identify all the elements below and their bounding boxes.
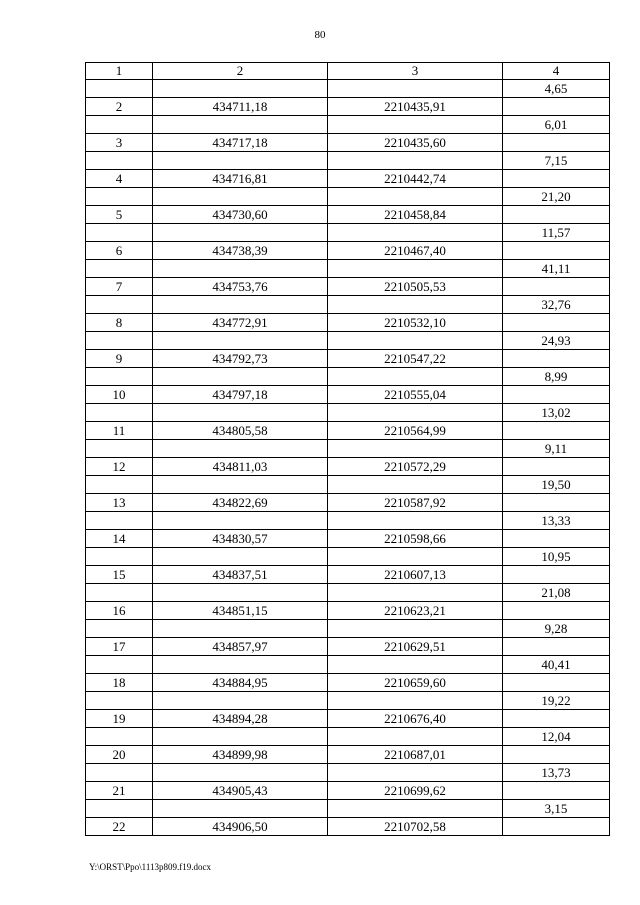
y-coordinate-cell: 2210435,60 — [328, 134, 503, 152]
point-number-cell: 14 — [86, 530, 153, 548]
empty-cell — [328, 332, 503, 350]
empty-cell — [328, 512, 503, 530]
point-number-cell: 15 — [86, 566, 153, 584]
x-coordinate-cell: 434894,28 — [153, 710, 328, 728]
table-row — [86, 710, 610, 728]
point-number-cell: 13 — [86, 494, 153, 512]
empty-cell — [153, 296, 328, 314]
header-col-1: 1 — [86, 63, 153, 80]
empty-cell — [86, 152, 153, 170]
coordinates-table — [85, 62, 610, 836]
x-coordinate-cell: 434717,18 — [153, 134, 328, 152]
point-number-cell: 10 — [86, 386, 153, 404]
empty-cell — [86, 188, 153, 206]
empty-cell — [503, 98, 610, 116]
empty-cell — [503, 494, 610, 512]
point-number-cell: 18 — [86, 674, 153, 692]
empty-cell — [328, 296, 503, 314]
table-row — [86, 206, 610, 224]
empty-cell — [86, 512, 153, 530]
table-row — [86, 386, 610, 404]
table-distance-row — [86, 260, 610, 278]
table-distance-row — [86, 332, 610, 350]
empty-cell — [503, 818, 610, 836]
point-number-cell: 9 — [86, 350, 153, 368]
point-number-cell: 3 — [86, 134, 153, 152]
empty-cell — [328, 548, 503, 566]
point-number-cell: 20 — [86, 746, 153, 764]
empty-cell — [503, 242, 610, 260]
empty-cell — [328, 116, 503, 134]
empty-cell — [153, 584, 328, 602]
y-coordinate-cell: 2210555,04 — [328, 386, 503, 404]
table-distance-row — [86, 476, 610, 494]
y-coordinate-cell: 2210505,53 — [328, 278, 503, 296]
table-distance-row — [86, 512, 610, 530]
point-number-cell: 4 — [86, 170, 153, 188]
table-distance-row — [86, 440, 610, 458]
empty-cell — [503, 602, 610, 620]
empty-cell — [503, 710, 610, 728]
distance-cell: 40,41 — [503, 656, 610, 674]
empty-cell — [153, 260, 328, 278]
x-coordinate-cell: 434730,60 — [153, 206, 328, 224]
empty-cell — [86, 764, 153, 782]
table-distance-row — [86, 620, 610, 638]
empty-cell — [328, 584, 503, 602]
table-row — [86, 314, 610, 332]
table-row — [86, 530, 610, 548]
page-number: 80 — [314, 29, 326, 41]
distance-cell: 32,76 — [503, 296, 610, 314]
empty-cell — [86, 224, 153, 242]
empty-cell — [86, 440, 153, 458]
file-path-footer: Y:\ORST\Ppo\1113p809.f19.docx — [89, 862, 212, 872]
header-col-4: 4 — [503, 63, 610, 80]
y-coordinate-cell: 2210659,60 — [328, 674, 503, 692]
distance-cell: 21,08 — [503, 584, 610, 602]
empty-cell — [328, 188, 503, 206]
empty-cell — [153, 656, 328, 674]
empty-cell — [328, 152, 503, 170]
x-coordinate-cell: 434711,18 — [153, 98, 328, 116]
x-coordinate-cell: 434738,39 — [153, 242, 328, 260]
empty-cell — [86, 260, 153, 278]
point-number-cell: 5 — [86, 206, 153, 224]
x-coordinate-cell: 434851,15 — [153, 602, 328, 620]
empty-cell — [503, 314, 610, 332]
table-distance-row — [86, 692, 610, 710]
empty-cell — [328, 692, 503, 710]
empty-cell — [503, 386, 610, 404]
point-number-cell: 22 — [86, 818, 153, 836]
point-number-cell: 19 — [86, 710, 153, 728]
point-number-cell: 17 — [86, 638, 153, 656]
distance-cell: 7,15 — [503, 152, 610, 170]
table-row — [86, 602, 610, 620]
distance-cell: 41,11 — [503, 260, 610, 278]
y-coordinate-cell: 2210607,13 — [328, 566, 503, 584]
empty-cell — [153, 692, 328, 710]
empty-cell — [86, 656, 153, 674]
x-coordinate-cell: 434830,57 — [153, 530, 328, 548]
empty-cell — [153, 440, 328, 458]
table-distance-row — [86, 800, 610, 818]
empty-cell — [86, 404, 153, 422]
empty-cell — [153, 116, 328, 134]
x-coordinate-cell: 434905,43 — [153, 782, 328, 800]
empty-cell — [153, 512, 328, 530]
empty-cell — [328, 80, 503, 98]
empty-cell — [503, 674, 610, 692]
distance-cell: 6,01 — [503, 116, 610, 134]
distance-cell: 3,15 — [503, 800, 610, 818]
empty-cell — [503, 206, 610, 224]
empty-cell — [86, 296, 153, 314]
empty-cell — [86, 620, 153, 638]
table-row — [86, 674, 610, 692]
empty-cell — [153, 224, 328, 242]
distance-cell: 9,11 — [503, 440, 610, 458]
empty-cell — [86, 548, 153, 566]
distance-cell: 13,33 — [503, 512, 610, 530]
distance-cell: 19,22 — [503, 692, 610, 710]
empty-cell — [86, 116, 153, 134]
x-coordinate-cell: 434811,03 — [153, 458, 328, 476]
table-row — [86, 242, 610, 260]
table-row — [86, 782, 610, 800]
y-coordinate-cell: 2210572,29 — [328, 458, 503, 476]
distance-cell: 19,50 — [503, 476, 610, 494]
table-distance-row — [86, 584, 610, 602]
table-distance-row — [86, 404, 610, 422]
empty-cell — [328, 728, 503, 746]
x-coordinate-cell: 434805,58 — [153, 422, 328, 440]
empty-cell — [86, 80, 153, 98]
y-coordinate-cell: 2210629,51 — [328, 638, 503, 656]
x-coordinate-cell: 434906,50 — [153, 818, 328, 836]
x-coordinate-cell: 434753,76 — [153, 278, 328, 296]
empty-cell — [328, 476, 503, 494]
header-col-2: 2 — [153, 63, 328, 80]
empty-cell — [503, 422, 610, 440]
table-row — [86, 458, 610, 476]
distance-cell: 24,93 — [503, 332, 610, 350]
y-coordinate-cell: 2210676,40 — [328, 710, 503, 728]
table-row — [86, 170, 610, 188]
table-distance-row — [86, 548, 610, 566]
point-number-cell: 11 — [86, 422, 153, 440]
distance-cell: 13,73 — [503, 764, 610, 782]
x-coordinate-cell: 434822,69 — [153, 494, 328, 512]
y-coordinate-cell: 2210702,58 — [328, 818, 503, 836]
point-number-cell: 21 — [86, 782, 153, 800]
empty-cell — [153, 620, 328, 638]
x-coordinate-cell: 434797,18 — [153, 386, 328, 404]
y-coordinate-cell: 2210564,99 — [328, 422, 503, 440]
y-coordinate-cell: 2210598,66 — [328, 530, 503, 548]
empty-cell — [328, 656, 503, 674]
empty-cell — [153, 152, 328, 170]
table-row — [86, 134, 610, 152]
empty-cell — [503, 134, 610, 152]
empty-cell — [153, 728, 328, 746]
table-distance-row — [86, 80, 610, 98]
empty-cell — [86, 584, 153, 602]
distance-cell: 10,95 — [503, 548, 610, 566]
empty-cell — [153, 404, 328, 422]
point-number-cell: 2 — [86, 98, 153, 116]
distance-cell: 12,04 — [503, 728, 610, 746]
empty-cell — [328, 440, 503, 458]
x-coordinate-cell: 434899,98 — [153, 746, 328, 764]
table-row — [86, 494, 610, 512]
empty-cell — [153, 188, 328, 206]
header-col-3: 3 — [328, 63, 503, 80]
point-number-cell: 12 — [86, 458, 153, 476]
empty-cell — [153, 368, 328, 386]
y-coordinate-cell: 2210458,84 — [328, 206, 503, 224]
table-distance-row — [86, 656, 610, 674]
point-number-cell: 16 — [86, 602, 153, 620]
x-coordinate-cell: 434857,97 — [153, 638, 328, 656]
table-row — [86, 278, 610, 296]
empty-cell — [328, 224, 503, 242]
y-coordinate-cell: 2210442,74 — [328, 170, 503, 188]
empty-cell — [153, 764, 328, 782]
y-coordinate-cell: 2210532,10 — [328, 314, 503, 332]
table-distance-row — [86, 368, 610, 386]
empty-cell — [328, 620, 503, 638]
empty-cell — [503, 566, 610, 584]
empty-cell — [328, 368, 503, 386]
empty-cell — [503, 458, 610, 476]
empty-cell — [153, 476, 328, 494]
table-row — [86, 422, 610, 440]
point-number-cell: 7 — [86, 278, 153, 296]
y-coordinate-cell: 2210547,22 — [328, 350, 503, 368]
empty-cell — [328, 800, 503, 818]
table-row — [86, 566, 610, 584]
empty-cell — [86, 692, 153, 710]
coordinates-table-wrapper — [85, 62, 609, 836]
table-row — [86, 350, 610, 368]
table-distance-row — [86, 116, 610, 134]
table-row — [86, 638, 610, 656]
empty-cell — [86, 368, 153, 386]
empty-cell — [503, 638, 610, 656]
y-coordinate-cell: 2210587,92 — [328, 494, 503, 512]
empty-cell — [153, 332, 328, 350]
x-coordinate-cell: 434772,91 — [153, 314, 328, 332]
x-coordinate-cell: 434884,95 — [153, 674, 328, 692]
table-distance-row — [86, 224, 610, 242]
y-coordinate-cell: 2210623,21 — [328, 602, 503, 620]
empty-cell — [503, 746, 610, 764]
empty-cell — [503, 530, 610, 548]
empty-cell — [153, 800, 328, 818]
distance-cell: 9,28 — [503, 620, 610, 638]
point-number-cell: 6 — [86, 242, 153, 260]
empty-cell — [503, 170, 610, 188]
empty-cell — [153, 548, 328, 566]
table-distance-row — [86, 728, 610, 746]
table-row — [86, 98, 610, 116]
table-distance-row — [86, 188, 610, 206]
empty-cell — [86, 800, 153, 818]
y-coordinate-cell: 2210699,62 — [328, 782, 503, 800]
empty-cell — [328, 260, 503, 278]
x-coordinate-cell: 434792,73 — [153, 350, 328, 368]
x-coordinate-cell: 434837,51 — [153, 566, 328, 584]
y-coordinate-cell: 2210467,40 — [328, 242, 503, 260]
empty-cell — [503, 278, 610, 296]
empty-cell — [503, 350, 610, 368]
distance-cell: 4,65 — [503, 80, 610, 98]
x-coordinate-cell: 434716,81 — [153, 170, 328, 188]
empty-cell — [86, 476, 153, 494]
empty-cell — [86, 332, 153, 350]
empty-cell — [328, 404, 503, 422]
table-header-row — [86, 63, 610, 80]
empty-cell — [86, 728, 153, 746]
empty-cell — [503, 782, 610, 800]
empty-cell — [153, 80, 328, 98]
table-distance-row — [86, 764, 610, 782]
y-coordinate-cell: 2210435,91 — [328, 98, 503, 116]
y-coordinate-cell: 2210687,01 — [328, 746, 503, 764]
table-row — [86, 818, 610, 836]
table-distance-row — [86, 296, 610, 314]
empty-cell — [328, 764, 503, 782]
point-number-cell: 8 — [86, 314, 153, 332]
table-row — [86, 746, 610, 764]
coordinates-table-body — [86, 63, 610, 836]
table-distance-row — [86, 152, 610, 170]
distance-cell: 21,20 — [503, 188, 610, 206]
distance-cell: 8,99 — [503, 368, 610, 386]
distance-cell: 11,57 — [503, 224, 610, 242]
distance-cell: 13,02 — [503, 404, 610, 422]
